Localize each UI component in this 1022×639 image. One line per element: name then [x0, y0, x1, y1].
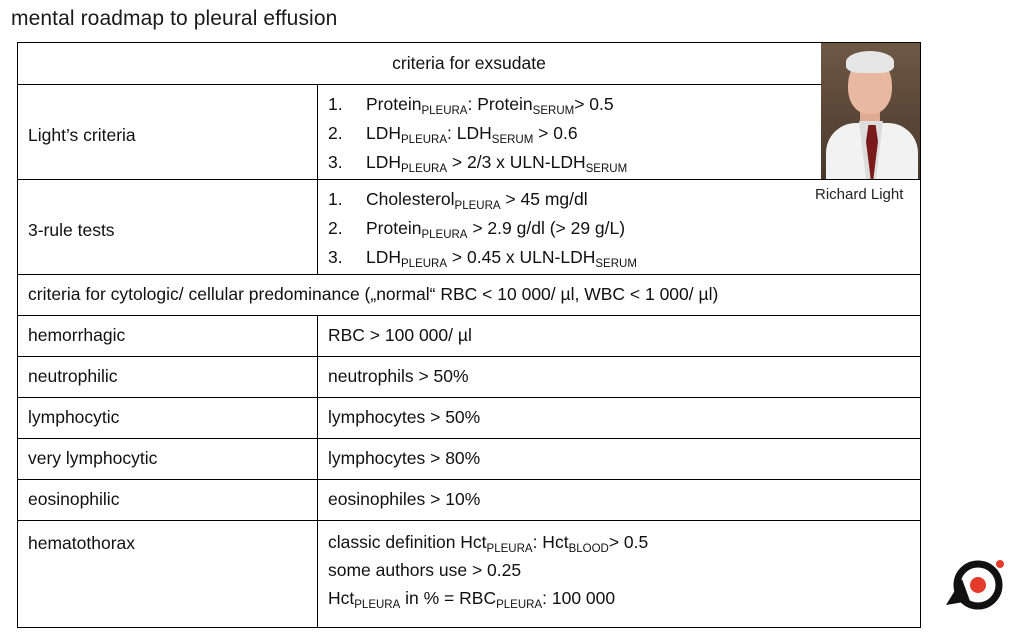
portrait-photo: [821, 43, 920, 179]
row-label: hemorrhagic: [18, 316, 318, 357]
table-row: [18, 480, 921, 521]
list-item: 3. $LDH_{PLEURA} > 2/3$ x ULN-$LDH_{SERUM}$: [328, 151, 628, 175]
list-item: 1. Protein$_{PLEURA}$: Protein$_{SERUM}$> 0.5: [328, 93, 614, 117]
cytologic-header-row: [18, 275, 921, 316]
hematothorax-line: classic definition Hct$_{PLEURA}$: Hct$_{BLOOD}$> 0.5: [328, 532, 649, 556]
list-item: 3. $LDH_{PLEURA} > 0.45$ x ULN-$LDH_{SERUM}$: [328, 246, 637, 270]
list-item: 2. $LDH_{PLEURA}$: $LDH_{SERUM} > 0.6$: [328, 122, 578, 146]
lights-criteria-row: [18, 85, 921, 180]
lights-criteria-label: Light’s criteria: [18, 85, 318, 180]
list-item: 2. Protein$_{PLEURA}$ > 2.9 g/dl (> 29 g/L): [328, 217, 626, 241]
row-value: RBC > 100 000/ µl: [318, 316, 921, 357]
exudate-header-row: [18, 43, 921, 85]
hematothorax-line: Hct$_{PLEURA}$ in % = $RBC_{PLEURA}$: 100 000: [328, 588, 616, 612]
hematothorax-line: some authors use > 0.25: [328, 560, 522, 581]
exudate-header: criteria for exsudate: [18, 43, 921, 85]
table-row: [18, 357, 921, 398]
criteria-table: [17, 42, 921, 628]
row-label: lymphocytic: [18, 398, 318, 439]
hematothorax-row: [18, 521, 921, 628]
list-item: 1. Cholesterol$_{PLEURA}$ > 45 mg/dl: [328, 188, 588, 212]
table-row: [18, 439, 921, 480]
table-row: [18, 316, 921, 357]
row-label: very lymphocytic: [18, 439, 318, 480]
row-label: eosinophilic: [18, 480, 318, 521]
brand-logo-icon: [944, 557, 1008, 613]
row-value: neutrophils > 50%: [318, 357, 921, 398]
portrait-caption: Richard Light: [815, 186, 904, 203]
row-value: lymphocytes > 80%: [318, 439, 921, 480]
three-rule-row: [18, 180, 921, 275]
row-value: eosinophiles > 10%: [318, 480, 921, 521]
row-label: neutrophilic: [18, 357, 318, 398]
hematothorax-criteria: [318, 521, 921, 628]
row-value: lymphocytes > 50%: [318, 398, 921, 439]
table-row: [18, 398, 921, 439]
hematothorax-label: hematothorax: [18, 521, 318, 628]
page-title: mental roadmap to pleural effusion: [11, 7, 338, 30]
three-rule-label: 3-rule tests: [18, 180, 318, 275]
cytologic-header: criteria for cytologic/ cellular predominance („normal“ RBC < 10 000/ µl, WBC < 1 000/ µl): [18, 275, 921, 316]
